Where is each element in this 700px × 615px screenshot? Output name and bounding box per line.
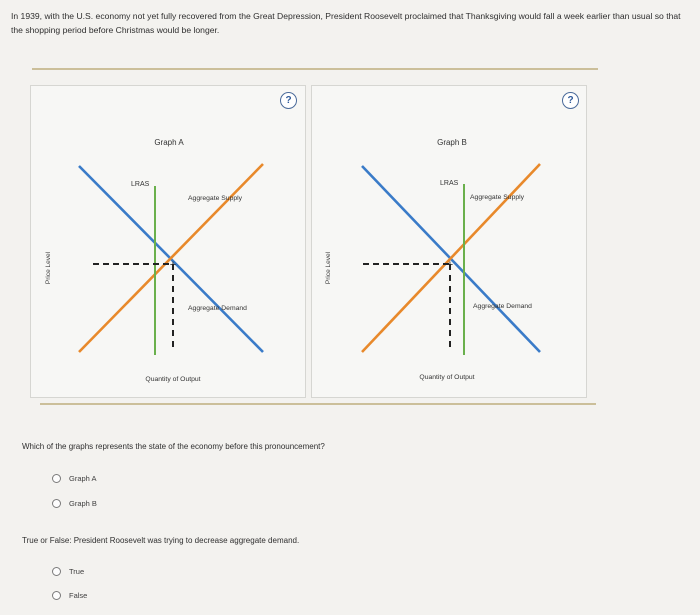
graph-b-as-label: Aggregate Supply <box>470 194 525 201</box>
graph-b-xlabel: Quantity of Output <box>419 374 475 381</box>
graph-a-help-icon[interactable]: ? <box>280 92 297 109</box>
graph-a-xlabel: Quantity of Output <box>145 376 201 383</box>
graph-b-intersection-marker: + <box>446 259 454 271</box>
graph-b-panel <box>311 85 587 398</box>
graph-b-title: Graph B <box>437 138 467 147</box>
option-label: Graph B <box>69 499 97 508</box>
radio-icon[interactable] <box>52 567 61 576</box>
radio-icon[interactable] <box>52 499 61 508</box>
graph-a-ylabel: Price Level <box>45 251 52 285</box>
graph-a-chart <box>31 86 305 397</box>
question-2-option-true[interactable] <box>52 567 84 576</box>
graph-a-as-label: Aggregate Supply <box>188 195 243 202</box>
graph-a-intersection-marker: + <box>169 259 177 271</box>
question-1-prompt: Which of the graphs represents the state of the economy before this pronouncement? <box>22 442 325 451</box>
graph-a-title: Graph A <box>154 138 184 147</box>
bottom-divider <box>40 403 596 405</box>
graph-b-help-icon[interactable]: ? <box>562 92 579 109</box>
question-1-option-graph-a[interactable] <box>52 474 97 483</box>
graph-b-ad-label: Aggregate Demand <box>473 303 532 310</box>
radio-icon[interactable] <box>52 591 61 600</box>
graph-a-lras-label: LRAS <box>131 181 150 188</box>
graph-b-ylabel: Price Level <box>325 251 332 285</box>
graph-b-chart <box>312 86 586 397</box>
graph-a-ad-label: Aggregate Demand <box>188 305 247 312</box>
graph-a-panel <box>30 85 306 398</box>
intro-text: In 1939, with the U.S. economy not yet fully recovered from the Great Depression, President Roosevelt proclaimed that Thanksgiving would fall a week earlier than usual so that the shopping period before Christmas would be longer. <box>11 11 681 35</box>
radio-icon[interactable] <box>52 474 61 483</box>
option-label: Graph A <box>69 474 97 483</box>
option-label: False <box>69 591 88 600</box>
graph-b-lras-label: LRAS <box>440 180 459 187</box>
option-label: True <box>69 567 85 576</box>
question-2-prompt: True or False: President Roosevelt was trying to decrease aggregate demand. <box>22 536 300 545</box>
question-2-option-false[interactable] <box>52 591 87 600</box>
question-1-option-graph-b[interactable] <box>52 499 97 508</box>
top-divider <box>32 68 598 70</box>
